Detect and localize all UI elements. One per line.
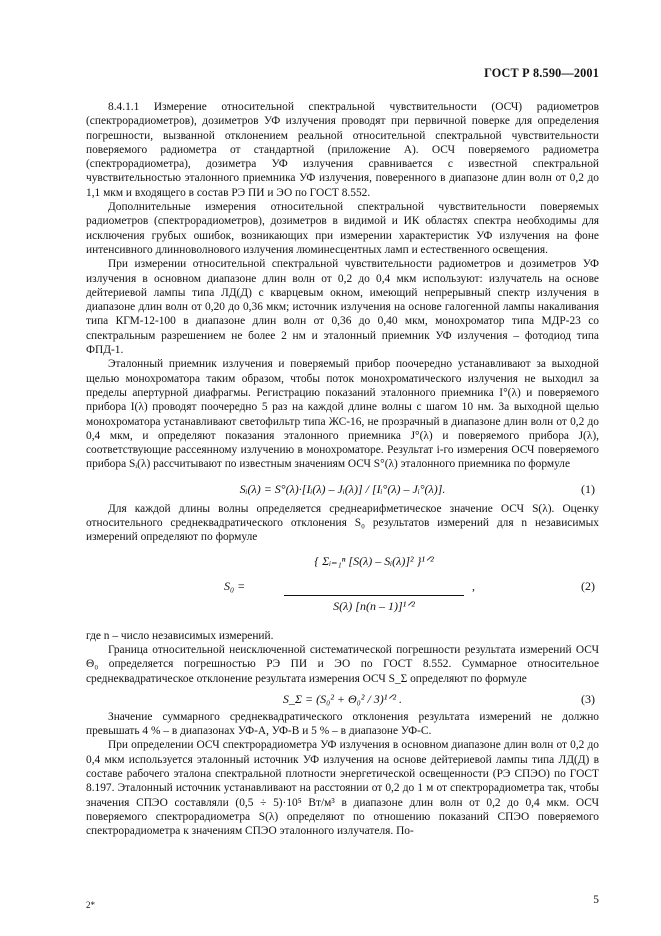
formula-1-number: (1) xyxy=(581,481,595,496)
paragraph-systematic-error: Граница относительной неисключенной систематической погрешности результата измерений ОСЧ Θ₀ определяется погрешностью РЭ ПИ и ЭО по ГОСТ 8.552. Суммарное относительное среднеквадратическое отклонение результата измерения ОСЧ S_Σ определяют по формуле xyxy=(86,643,599,685)
paragraph-mean-value: Для каждой длины волны определяется среднеарифметическое значение ОСЧ S(λ). Оценку относительного среднеквадратического отклонения S₀ результатов измерений для n независимых измерений определяют по формуле xyxy=(86,502,599,544)
formula-3-number: (3) xyxy=(581,691,595,706)
formula-2-comma: , xyxy=(472,578,475,593)
formula-2 xyxy=(86,551,599,629)
page-body xyxy=(86,100,599,838)
formula-2-denominator: S(λ) [n(n – 1)]¹ᐟ² xyxy=(333,598,415,613)
footer-mark: 2* xyxy=(86,900,95,910)
paragraph-8-4-1-1: 8.4.1.1 Измерение относительной спектральной чувствительности (ОСЧ) радиометров (спектрорадиометров), дозиметров УФ излучения проводят при первичной поверке для определения погрешности, вызванной отклонением реальной относительной спектральной чувствительности поверяемого радиометра от стандартной (приложение А). ОСЧ поверяемого радиометра (спектрорадиометра), дозиметра УФ излучения сравнивается с известной спектральной чувствительностью эталонного приемника УФ излучения, поверенного в диапазоне длин волн от 0,2 до 1,1 мкм и входящего в состав РЭ ПИ и ЭО по ГОСТ 8.552. xyxy=(86,101,599,199)
document-header: ГОСТ Р 8.590—2001 xyxy=(484,66,599,80)
formula-2-number: (2) xyxy=(581,578,595,593)
paragraph-additional-measurements: Дополнительные измерения относительной спектральной чувствительности поверяемых радиометров (спектрорадиометров), дозиметров в видимой и ИК областях спектра необходимы для исключения грубых ошибок, возникающих при измерении характеристик УФ излучения на фоне интенсивного длинноволнового излучения люминесцентных ламп и естественного освещения. xyxy=(86,201,599,256)
page-number: 5 xyxy=(593,894,599,906)
formula-2-numerator: { Σᵢ₌₁ⁿ [S(λ) – Sᵢ(λ)]² }¹ᐟ² xyxy=(314,553,434,568)
formula-3 xyxy=(86,688,599,710)
formula-2-lhs: S₀ = xyxy=(224,578,246,593)
paragraph-limits: Значение суммарного среднеквадратического отклонения результата измерений не должно превышать 4 % – в диапазонах УФ-А, УФ-В и 5 % – в диапазоне УФ-С. xyxy=(86,710,599,738)
formula-1-expression: Sᵢ(λ) = S°(λ)·[Iᵢ(λ) – Jᵢ(λ)] / [Iᵢ°(λ) – Jᵢ°(λ)]. xyxy=(239,481,446,496)
paragraph-equipment: При измерении относительной спектральной чувствительности радиометров и дозиметров УФ излучения в основном диапазоне длин волн от 0,2 до 0,4 мкм используют: излучатель на основе дейтериевой лампы типа ЛД(Д) с кварцевым окном, имеющий непрерывный спектр излучения в диапазоне длин волн от 0,20 до 0,36 мкм; источник излучения на основе галогенной лампы накаливания типа КГМ-12-100 в диапазоне длин волн от 0,36 до 0,40 мкм, монохроматор типа МДР-23 со спектральным разрешением не более 2 нм и эталонный приемник УФ излучения – фотодиод типа ФПД-1. xyxy=(86,258,599,357)
formula-2-fraction-bar xyxy=(284,595,464,596)
paragraph-spectroradiometer: При определении ОСЧ спектрорадиометра УФ излучения в основном диапазоне длин волн от 0,2 до 0,4 мкм используется эталонный источник УФ излучения на основе дейтериевой лампы типа ЛД(Д) в составе рабочего эталона спектральной плотности энергетической освещенности (РЭ СПЭО) по ГОСТ 8.197. Эталонный источник устанавливают на расстоянии от 0,2 до 1 м от спектрорадиометра так, чтобы значения СПЭО составляли (0,5 ÷ 5)·10⁵ Вт/м³ в диапазоне длин волн от 0,2 до 0,4 мкм. ОСЧ поверяемого спектрорадиометра S(λ) определяют по отношению показаний СПЭО поверяемого спектрорадиометра к значениям СПЭО эталонного излучателя. По- xyxy=(86,739,599,838)
formula-3-expression: S_Σ = (S₀² + Θ₀² / 3)¹ᐟ² . xyxy=(282,691,403,706)
formula-1 xyxy=(86,476,599,502)
paragraph-where-n: где n – число независимых измерений. xyxy=(86,629,274,642)
paragraph-procedure: Эталонный приемник излучения и поверяемый прибор поочередно устанавливают за выходной щелью монохроматора таким образом, чтобы поток монохроматического излучения не выходил за пределы апертурной диафрагмы. Регистрацию показаний эталонного приемника I°(λ) и поверяемого прибора I(λ) проводят поочередно 5 раз на каждой длине волны с шагом 10 нм. За выходной щелью монохроматора устанавливают светофильтр типа ЖС-16, не прозрачный в диапазоне длин волн от 0,2 до 0,4 мкм, и определяют показания эталонного приемника J°(λ) и поверяемого прибора J(λ), соответствующие рассеянному излучению в монохроматоре. Результат i-го измерения ОСЧ поверяемого прибора Sᵢ(λ) рассчитывают по известным значениям ОСЧ S°(λ) эталонного приемника по формуле xyxy=(86,358,599,471)
